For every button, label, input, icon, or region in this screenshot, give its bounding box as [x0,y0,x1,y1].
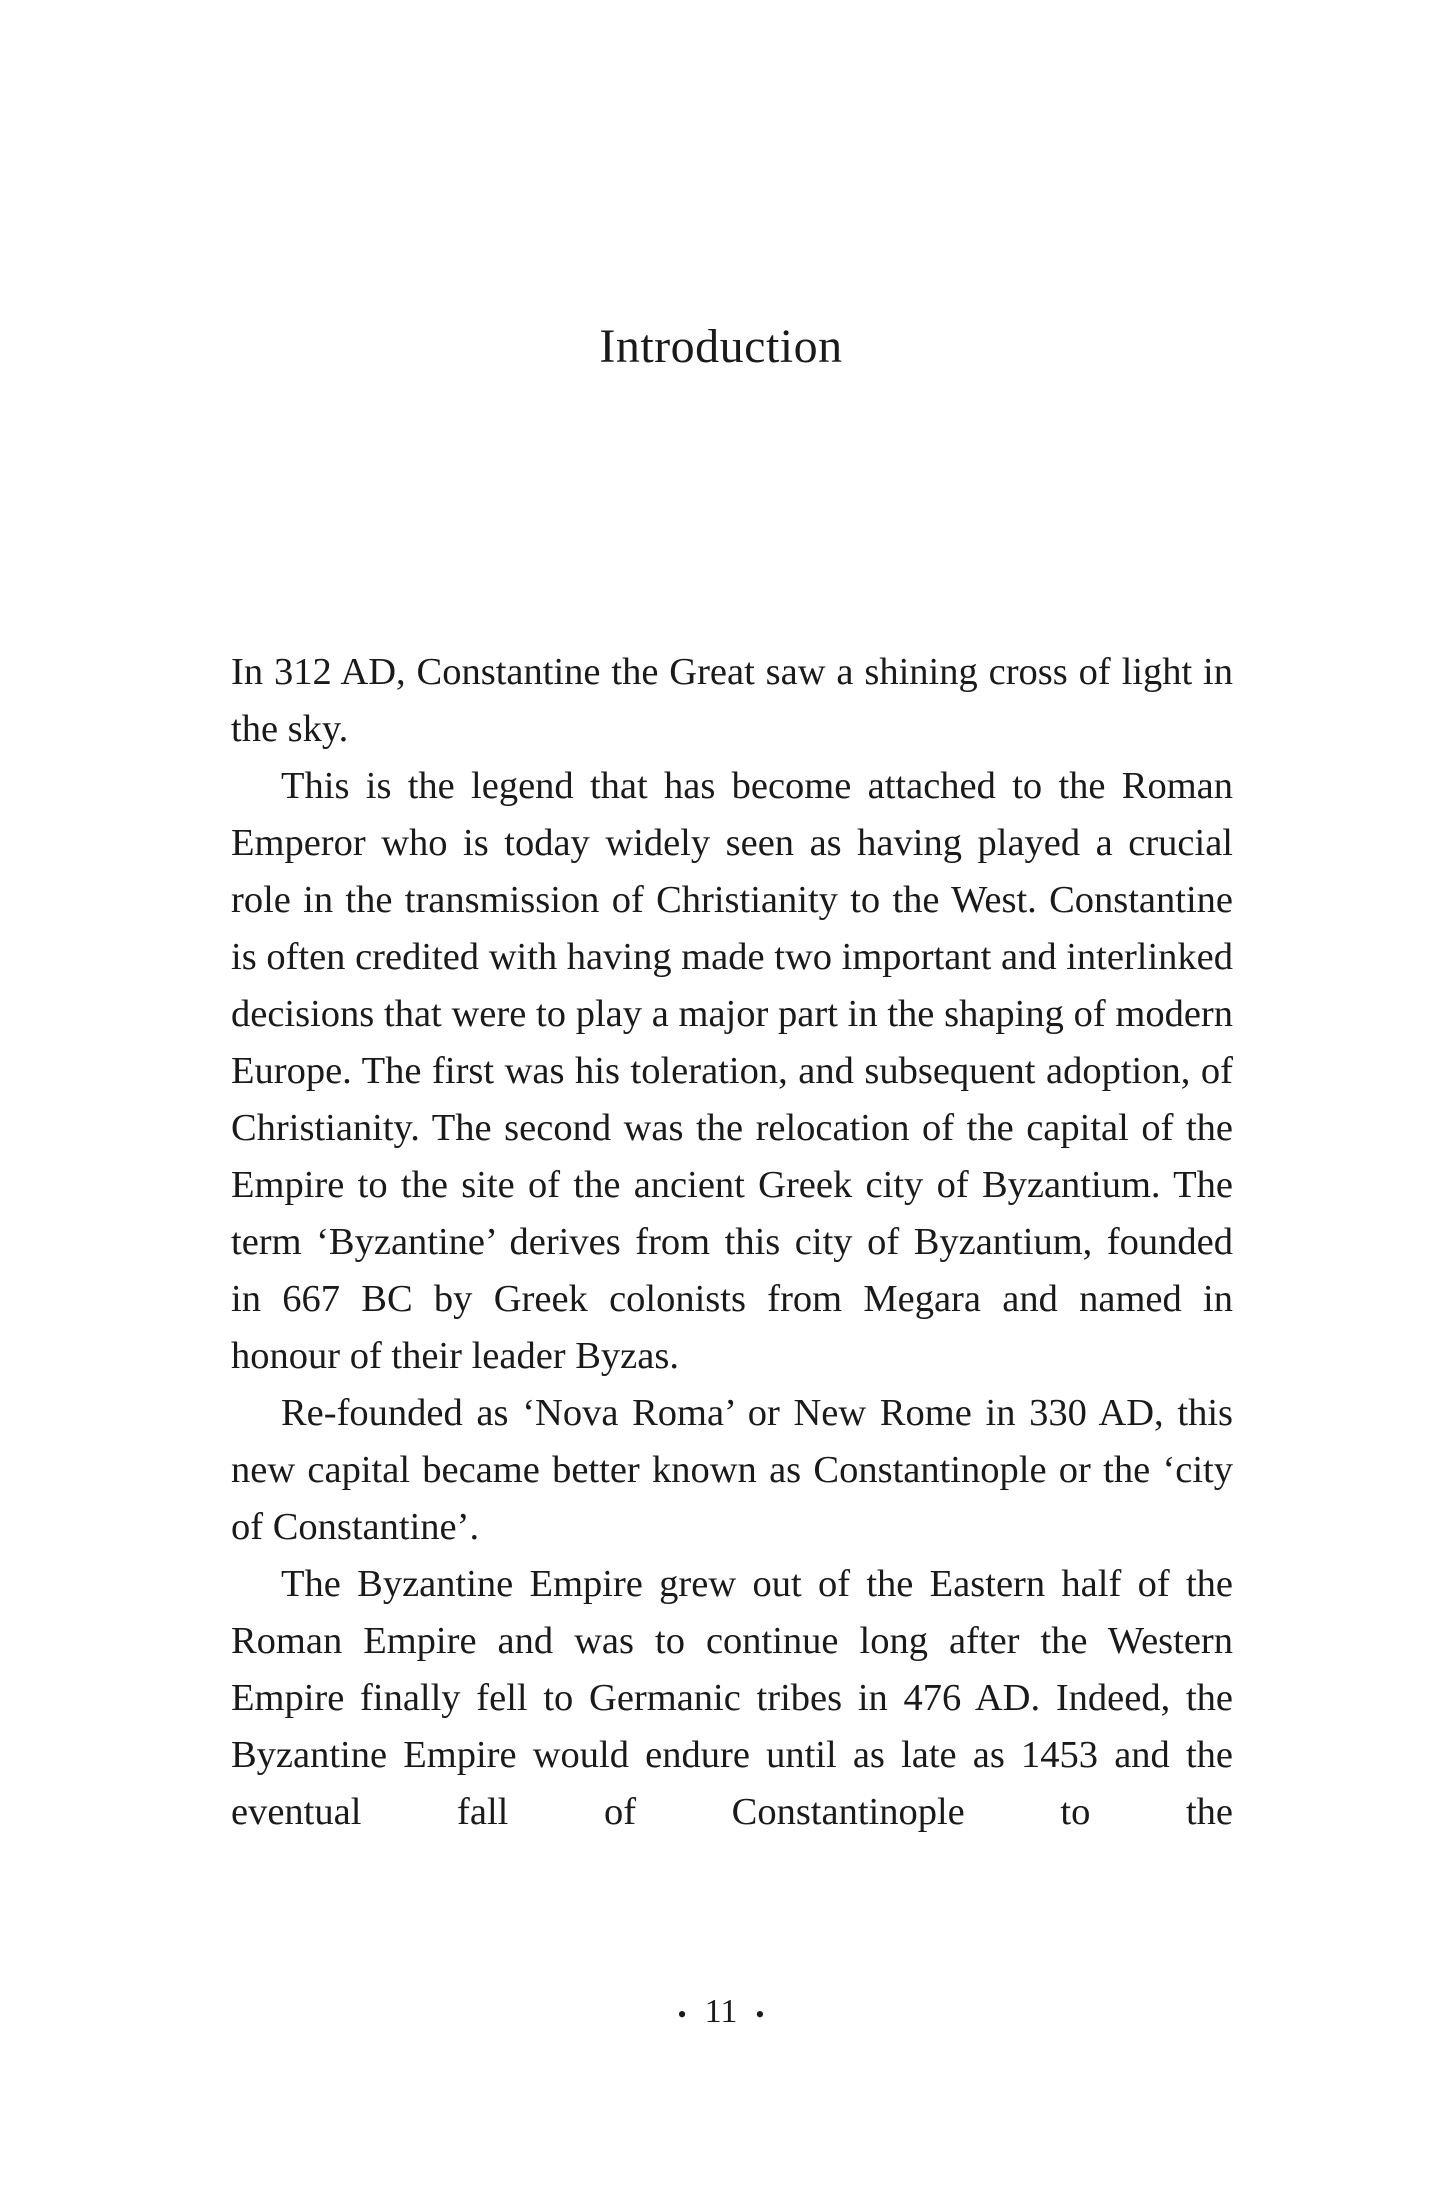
paragraph-4: The Byzantine Empire grew out of the Eastern half of the Roman Empire and was to continue long after the Western Empire finally fell to Germanic tribes in 476 AD. Indeed, the Byzantine Empire would endure until as late as 1453 and the eventual fall of Constantinople to the [231,1563,1233,1833]
page-footer [0,1992,1442,2033]
paragraph-1: In 312 AD, Constantine the Great saw a shining cross of light in the sky. [231,651,1233,750]
chapter-title: Introduction [599,320,843,373]
paragraph-3: Re-founded as ‘Nova Roma’ or New Rome in 330 AD, this new capital became better known as Constantinople or the ‘city of Constantine’. [231,1392,1233,1548]
bullet-left-icon: • [677,1999,687,2029]
body-text [231,644,1233,1841]
bullet-right-icon: • [755,1999,765,2029]
paragraph-2: This is the legend that has become attached to the Roman Emperor who is today widely seen as having played a crucial role in the transmission of Christianity to the West. Constantine is often credited with having made two important and interlinked decisions that were to play a major part in the shaping of modern Europe. The first was his toleration, and subsequent adoption, of Christianity. The second was the relocation of the capital of the Empire to the site of the ancient Greek city of Byzantium. The term ‘Byzantine’ derives from this city of Byzantium, founded in 667 BC by Greek colonists from Megara and named in honour of their leader Byzas. [231,765,1233,1377]
page-number: 11 [704,1993,738,2030]
